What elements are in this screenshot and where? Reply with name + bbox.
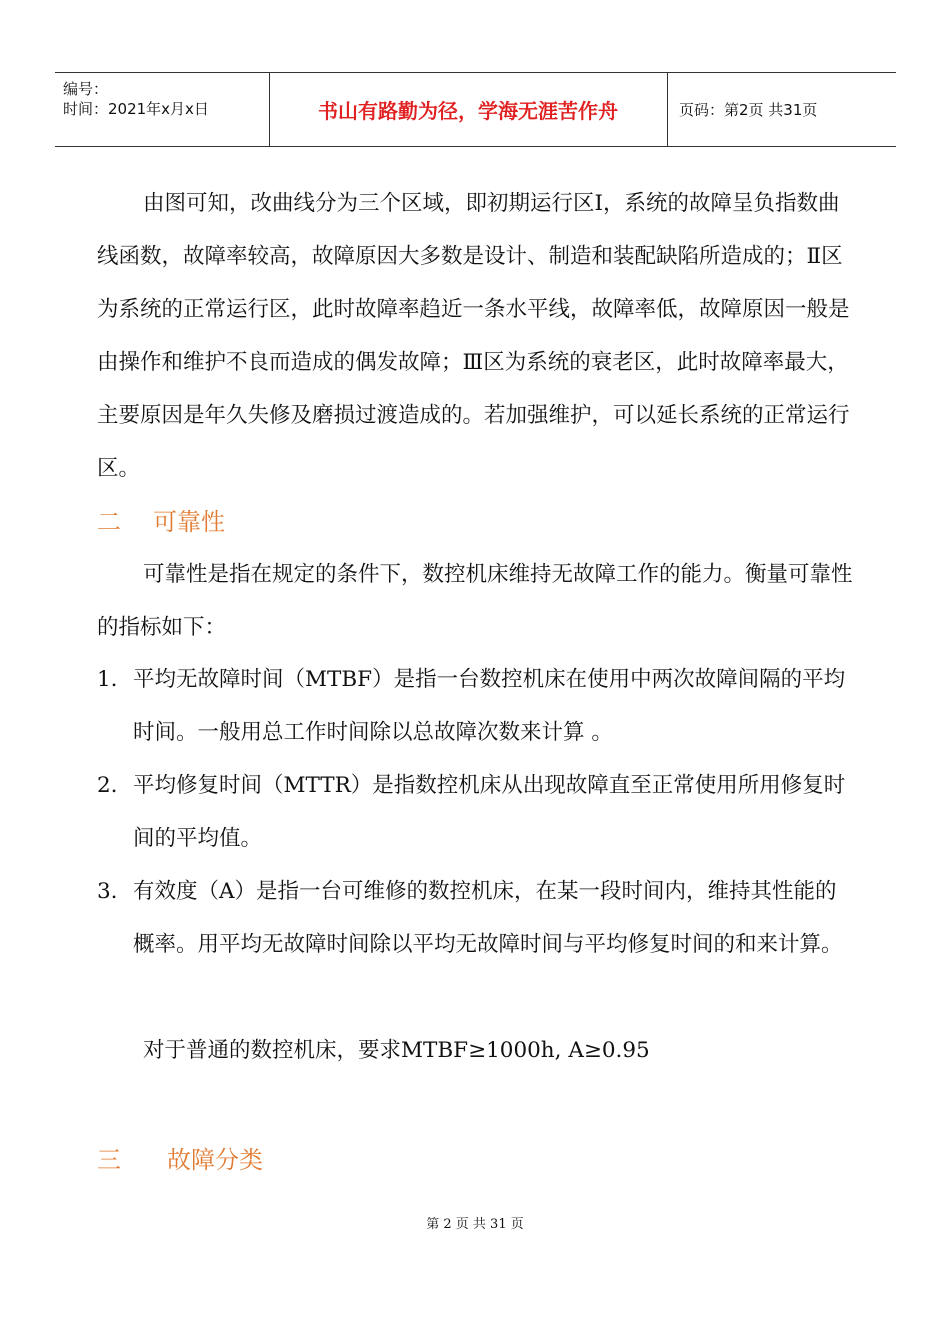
page-footer: 第 2 页 共 31 页 [426,1217,524,1232]
paragraph-failure-curve: 由图可知，改曲线分为三个区域，即初期运行区Ⅰ，系统的故障呈负指数曲线函数，故障率较高，故障原因大多数是设计、制造和装配缺陷所造成的；Ⅱ区为系统的正常运行区，此时故障率趋近一条水平线，故障率低，故障原因一般是由操作和维护不良而造成的偶发故障；Ⅲ区为系统的衰老区，此时故障率最大，主要原因是年久失修及磨损过渡造成的。若加强维护，可以延长系统的正常运行区。 [97,191,850,481]
header-page-label: 页码：第2页 共31页 [679,101,818,119]
list-text: 平均修复时间（MTTR）是指数控机床从出现故障直至正常使用所用修复时间的平均值。 [133,773,846,851]
list-text: 平均无故障时间（MTBF）是指一台数控机床在使用中两次故障间隔的平均时间。一般用总工作时间除以总故障次数来计算 。 [133,667,846,745]
section-number: 二 [97,508,121,536]
section-number: 三 [97,1146,121,1174]
paragraph-requirement: 对于普通的数控机床，要求MTBF≥1000h, A≥0.95 [143,1038,650,1063]
header-meta [63,79,268,119]
list-number: 2. [97,773,118,798]
number-label: 编号： [63,80,109,98]
section-heading-fault-classification [97,1140,263,1175]
list-text: 有效度（A）是指一台可维修的数控机床，在某一段时间内，维持其性能的概率。用平均无故障时间除以平均无故障时间与平均修复时间的和来计算。 [133,879,843,957]
list-number: 1. [97,667,118,692]
list-item [97,653,857,759]
list-item [97,865,857,971]
section-heading-reliability [97,502,225,537]
paragraph-reliability-definition: 可靠性是指在规定的条件下，数控机床维持无故障工作的能力。衡量可靠性的指标如下： [97,562,853,640]
section-title: 故障分类 [167,1146,263,1174]
list-number: 3. [97,879,118,904]
list-item [97,759,857,865]
time-label: 时间：2021年x月x日 [63,100,209,118]
header-motto: 书山有路勤为径，学海无涯苦作舟 [318,99,618,123]
page-header [55,72,896,147]
section-title: 可靠性 [153,508,225,536]
